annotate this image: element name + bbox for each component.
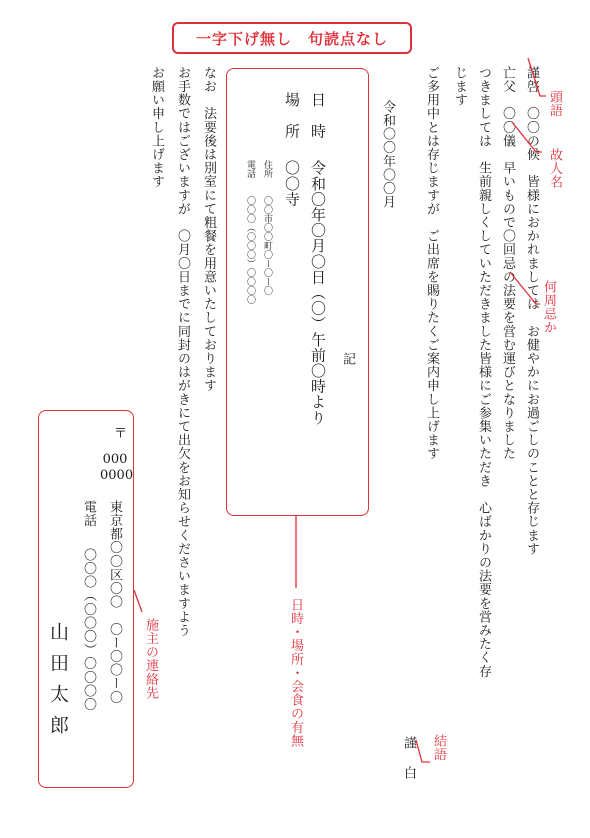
annotation-opening: 頭語	[547, 90, 562, 118]
annotation-closing: 結語	[431, 734, 446, 762]
sender-address: 東京都〇〇区〇〇 〇ー〇〇ー〇	[107, 500, 122, 704]
note-line-3: お願い申し上げます	[149, 66, 164, 189]
host-leader	[134, 590, 142, 612]
invitation-line: つきましては 生前親しくしていただきました皆様にご参集いただき 心ばかりの法要を営みたく存	[476, 66, 491, 678]
address-label: 住所	[262, 160, 272, 178]
postal-code-1: 000	[102, 452, 128, 467]
deceased-line: 亡父 〇〇儀 早いもので〇回忌の法要を営む運びとなりました	[500, 66, 515, 461]
annotation-venue: 日時・場所・会食の有無	[288, 598, 303, 748]
datetime-value: 令和〇年〇月〇日（〇）午前〇時より	[309, 160, 327, 426]
sender-name: 山田太郎	[47, 622, 69, 746]
closing-word-2: 白	[401, 766, 416, 780]
postal-mark: 〒	[111, 426, 126, 440]
greeting-line: 謹啓 〇〇の候 皆様におかれましては お健やかにお過ごしのことと存じます	[524, 66, 539, 556]
place-label: 場 所	[283, 92, 301, 139]
note-line-2: お手数ではございますが 〇月〇日までに同封のはがきにて出欠をお知らせくださいますよう	[175, 66, 190, 638]
opening-leader	[528, 58, 546, 96]
address-value: 〇〇市〇〇町〇ー〇ー〇	[262, 196, 272, 295]
note-line-1: なお 法要後は別室にて粗餐を用意いたしております	[201, 66, 216, 393]
deceased-leader	[512, 122, 542, 152]
invitation-line-cont: じます	[452, 66, 467, 107]
datetime-label: 日 時	[309, 92, 327, 139]
closing-word-1: 謹	[401, 736, 416, 750]
request-line: ご多用中とは存じますが ご出席を賜りたくご案内申し上げます	[424, 66, 439, 461]
tel-label: 電話	[245, 160, 255, 178]
annotation-memorial: 何周忌か	[541, 280, 556, 335]
postal-code-2: 0000	[100, 468, 134, 483]
letter-date: 令和〇〇年〇〇月	[380, 100, 395, 209]
sender-tel-label: 電話	[81, 500, 96, 528]
rule-banner: 一字下げ無し 句読点なし	[172, 22, 412, 54]
tel-value: 〇〇〇（〇〇〇）〇〇〇〇	[245, 196, 255, 304]
annotation-deceased: 故人名	[547, 148, 562, 189]
ki-mark: 記	[340, 352, 355, 366]
sender-tel: 〇〇〇（〇〇〇）〇〇〇〇	[81, 548, 96, 712]
place-value: 〇〇寺	[283, 160, 301, 207]
memorial-leader	[510, 272, 540, 304]
closing-leader	[416, 740, 430, 762]
annotation-host: 施主の連絡先	[143, 618, 158, 700]
